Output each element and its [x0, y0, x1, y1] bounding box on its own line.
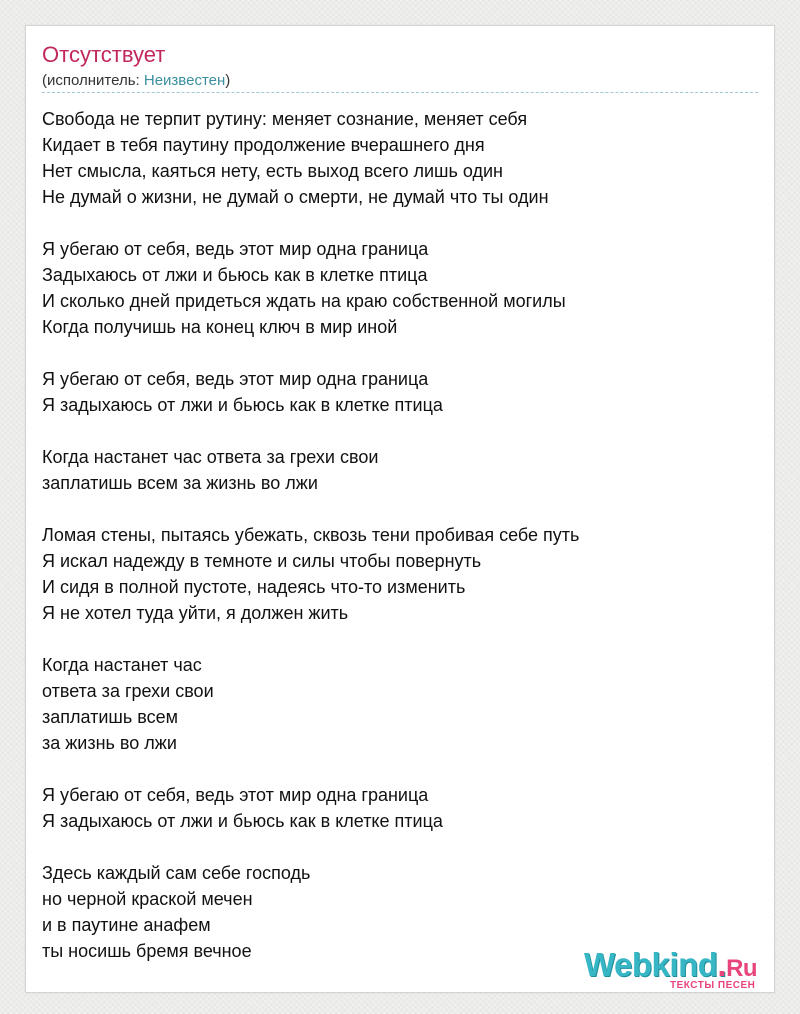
logo-tagline: ТЕКСТЫ ПЕСЕН	[670, 980, 756, 991]
logo-dot: .	[717, 946, 727, 983]
artist-suffix: )	[225, 72, 231, 89]
lyrics-line: заплатишь всем	[42, 707, 178, 727]
lyrics-stanza	[42, 522, 758, 626]
logo-wordmark	[584, 948, 757, 981]
lyrics-line: и в паутине анафем	[42, 915, 211, 935]
lyrics-line: ответа за грехи свои	[42, 681, 214, 701]
lyrics-card	[25, 25, 775, 993]
lyrics-stanza	[42, 366, 758, 418]
lyrics-line: Я не хотел туда уйти, я должен жить	[42, 603, 349, 623]
lyrics-stanza	[42, 782, 758, 834]
artist-meta	[42, 73, 230, 88]
lyrics-line: Я искал надежду в темноте и силы чтобы повернуть	[42, 551, 482, 571]
lyrics-line: Свобода не терпит рутину: меняет сознание, меняет себя	[42, 109, 528, 129]
lyrics-line: ты носишь бремя вечное	[42, 941, 252, 961]
lyrics-line: Кидает в тебя паутину продолжение вчерашнего дня	[42, 135, 485, 155]
lyrics-line: Когда настанет час	[42, 655, 202, 675]
lyrics-line: Здесь каждый сам себе господь	[42, 863, 311, 883]
lyrics-stanza	[42, 106, 758, 210]
lyrics-line: Я убегаю от себя, ведь этот мир одна граница	[42, 785, 429, 805]
lyrics-line: И сколько дней придеться ждать на краю собственной могилы	[42, 291, 566, 311]
lyrics-line: Я убегаю от себя, ведь этот мир одна граница	[42, 239, 429, 259]
title-divider	[42, 92, 758, 93]
lyrics-stanza	[42, 444, 758, 496]
lyrics-line: Когда настанет час ответа за грехи свои	[42, 447, 379, 467]
logo-tld: Ru	[726, 955, 758, 982]
lyrics-line: И сидя в полной пустоте, надеясь что-то изменить	[42, 577, 466, 597]
lyrics-line: Я задыхаюсь от лжи и бьюсь как в клетке птица	[42, 395, 443, 415]
lyrics-line: заплатишь всем за жизнь во лжи	[42, 473, 318, 493]
webkind-logo[interactable]	[584, 948, 774, 990]
song-title: Отсутствует	[42, 42, 166, 67]
lyrics-line: Когда получишь на конец ключ в мир иной	[42, 317, 398, 337]
lyrics-line: Ломая стены, пытаясь убежать, сквозь тени пробивая себе путь	[42, 525, 580, 545]
artist-prefix: (исполнитель:	[42, 72, 144, 89]
lyrics-text	[42, 106, 758, 990]
lyrics-line: Не думай о жизни, не думай о смерти, не думай что ты один	[42, 187, 549, 207]
artist-link[interactable]: Неизвестен	[143, 72, 226, 89]
lyrics-line: Я убегаю от себя, ведь этот мир одна граница	[42, 369, 429, 389]
lyrics-line: Я задыхаюсь от лжи и бьюсь как в клетке птица	[42, 811, 443, 831]
lyrics-line: за жизнь во лжи	[42, 733, 177, 753]
lyrics-line: Нет смысла, каяться нету, есть выход всего лишь один	[42, 161, 503, 181]
lyrics-line: Задыхаюсь от лжи и бьюсь как в клетке птица	[42, 265, 428, 285]
logo-name: Webkind	[584, 946, 718, 983]
lyrics-line: но черной краской мечен	[42, 889, 253, 909]
lyrics-stanza	[42, 236, 758, 340]
lyrics-stanza	[42, 652, 758, 756]
